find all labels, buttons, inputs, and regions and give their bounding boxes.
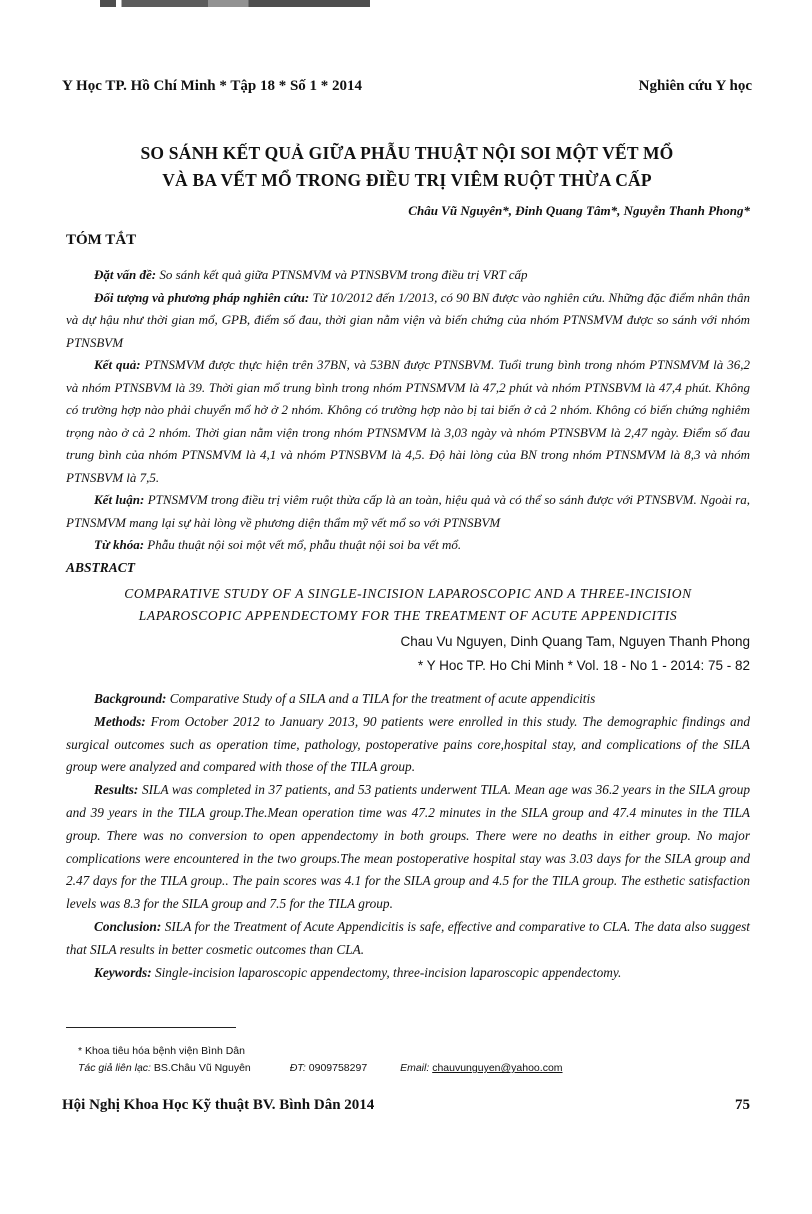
- abstract-heading: ABSTRACT: [66, 560, 136, 575]
- authors: Châu Vũ Nguyên*, Đinh Quang Tâm*, Nguyễn Thanh Phong*: [408, 203, 750, 218]
- section-name: Nghiên cứu Y học: [638, 78, 752, 94]
- contact-line: Tác giả liên lạc: BS.Châu Vũ Nguyên ĐT: 0909758297 Email: chauvunguyen@yahoo.com: [78, 1062, 563, 1074]
- summary-results: Kết quả: PTNSMVM được thực hiện trên 37BN, và 53BN được PTNSBVM. Tuổi trung bình trong nhóm PTNSMVM là 36,2 và nhóm PTNSBVM là 39. Thời gian mổ trung bình trong nhóm PTNSMVM là 47,2 phút và nhóm PTNSBVM là 47,4 phút. Không có trường hợp nào phải chuyển mổ hở ở 2 nhóm. Không có trường hợp nào bị tai biến ở cả 2 nhóm. Không có biến chứng nghiêm trọng nào ở cả 2 nhóm. Thời gian nằm viện trong nhóm PTNSMVM là 3,03 ngày và nhóm PTNSBVM là 2,47 ngày. Điểm số đau trung bình của nhóm PTNSMVM là 4,1 và nhóm PTNSBVM là 4,5. Độ hài lòng của BN trong nhóm PTNSMVM là 8,3 và nhóm PTNSBVM là 7,5.: [66, 357, 750, 485]
- summary-methods: Đối tượng và phương pháp nghiên cứu: Từ 10/2012 đến 1/2013, có 90 BN được vào nghiên cứu. Những đặc điểm nhân thân và dự hậu như thời gian mổ, GPB, điểm số đau, thời gian nằm viện và biến chứng của nhóm PTNSMVM được so sánh với nhóm PTNSBVM: [66, 289, 750, 350]
- abstract-results: Results: SILA was completed in 37 patients, and 53 patients underwent TILA. Mean age was 36.2 years in the SILA group and 39 years in the TILA group.The.Mean operation time was 47.2 minutes in the SILA group and 47.4 minutes in the TILA group. There was no conversion to open appendectomy in both groups. There were no deaths in either group. No major complications were encountered in the two groups.The mean postoperative hospital stay was 3.03 days for the SILA group and 2.47 days for the TILA group.. The pain scores was 4.1 for the SILA group and 4.5 for the TILA group. The esthetic satisfaction levels was 8.3 for the SILA group and 7.5 for the TILA group.: [66, 782, 751, 912]
- affiliation: * Khoa tiêu hóa bệnh viện Bình Dân: [78, 1045, 245, 1057]
- summary-conclusion: Kết luận: PTNSMVM trong điều trị viêm ruột thừa cấp là an toàn, hiệu quả và có thể so sánh được với PTNSBVM. Ngoài ra, PTNSMVM mang lại sự hài lòng về phương diện thẩm mỹ vết mổ so với PTNSBVM: [66, 492, 751, 530]
- summary-background: Đặt vấn đề: So sánh kết quả giữa PTNSMVM và PTNSBVM trong điều trị VRT cấp: [94, 267, 528, 282]
- abstract-background: Background: Comparative Study of a SILA and a TILA for the treatment of acute appendicitis: [94, 691, 596, 706]
- abstract-title: COMPARATIVE STUDY OF A SINGLE-INCISION LAPAROSCOPIC AND A THREE-INCISION LAPAROSCOPIC APPENDECTOMY FOR THE TREATMENT OF ACUTE APPENDICITIS: [124, 586, 692, 623]
- footnote: [78, 1043, 563, 1077]
- abstract-methods: Methods: From October 2012 to January 2013, 90 patients were enrolled in this study. The demographic findings and surgical outcomes such as operation time, pathology, postoperative pains core,hospital stay, and complications of the SILA group were analyzed and compared with those of the TILA group.: [66, 713, 751, 775]
- email-link[interactable]: chauvunguyen@yahoo.com: [432, 1062, 563, 1074]
- abstract-conclusion: Conclusion: SILA for the Treatment of Acute Appendicitis is safe, effective and comparative to CLA. The data also suggest that SILA results in better cosmetic outcomes than CLA.: [66, 918, 750, 957]
- abstract-keywords: Keywords: Single-incision laparoscopic appendectomy, three-incision laparoscopic appendectomy.: [94, 964, 622, 980]
- summary-heading: TÓM TẮT: [66, 232, 137, 248]
- scan-artifact: [100, 0, 370, 7]
- running-footer: [62, 1097, 750, 1114]
- article-title: [62, 140, 752, 194]
- title-line-2: VÀ BA VẾT MỔ TRONG ĐIỀU TRỊ VIÊM RUỘT THỪA CẤP: [162, 170, 652, 190]
- page-number: 75: [735, 1097, 750, 1113]
- abstract-authors: Chau Vu Nguyen, Dinh Quang Tam, Nguyen Thanh Phong * Y Hoc TP. Ho Chi Minh * Vol. 18 - No 1 - 2014: 75 - 82: [401, 630, 750, 678]
- abstract-en: [66, 688, 750, 984]
- journal-name: Y Học TP. Hồ Chí Minh * Tập 18 * Số 1 * 2014: [62, 78, 363, 94]
- summary-keywords: Từ khóa: Phẫu thuật nội soi một vết mổ, phẫu thuật nội soi ba vết mổ.: [94, 537, 462, 552]
- conference-name: Hội Nghị Khoa Học Kỹ thuật BV. Bình Dân 2014: [62, 1097, 375, 1113]
- title-line-1: SO SÁNH KẾT QUẢ GIỮA PHẪU THUẬT NỘI SOI MỘT VẾT MỔ: [140, 143, 674, 163]
- running-header: [62, 78, 752, 95]
- summary-vi: [66, 264, 750, 557]
- footnote-divider: [66, 1027, 236, 1028]
- citation: * Y Hoc TP. Ho Chi Minh * Vol. 18 - No 1 - 2014: 75 - 82: [417, 658, 750, 673]
